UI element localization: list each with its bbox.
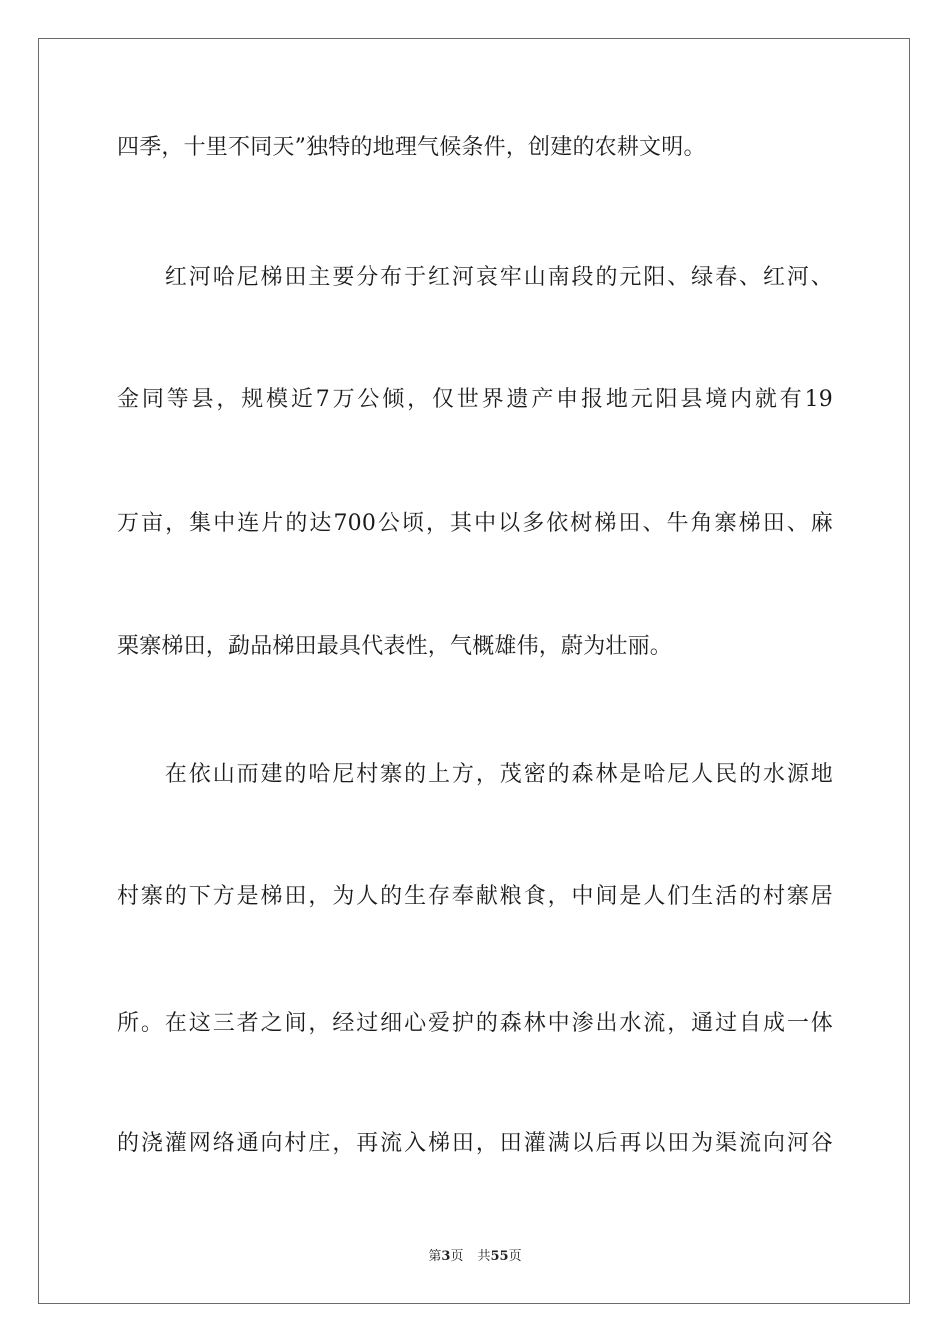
total-pages: 55 bbox=[490, 1249, 509, 1264]
page-footer bbox=[0, 1248, 950, 1266]
text-line-6: 在依山而建的哈尼村寨的上方，茂密的森林是哈尼人民的水源地 bbox=[117, 762, 833, 787]
page-number: 3 bbox=[441, 1249, 451, 1264]
text-line-3: 金同等县，规模近7万公倾，仅世界遗产申报地元阳县境内就有19 bbox=[117, 387, 833, 412]
text-line-1: 四季，十里不同天”独特的地理气候条件，创建的农耕文明。 bbox=[117, 135, 706, 160]
text-line-8: 所。在这三者之间，经过细心爱护的森林中渗出水流，通过自成一体 bbox=[117, 1011, 833, 1036]
text-line-7: 村寨的下方是梯田，为人的生存奉献粮食，中间是人们生活的村寨居 bbox=[117, 884, 833, 909]
text-line-2: 红河哈尼梯田主要分布于红河哀牢山南段的元阳、绿春、红河、 bbox=[117, 265, 833, 290]
total-prefix: 共 bbox=[477, 1249, 491, 1264]
total-suffix: 页 bbox=[508, 1249, 522, 1264]
page-prefix: 第 bbox=[428, 1249, 442, 1264]
page-border bbox=[38, 38, 910, 1304]
text-line-5: 栗寨梯田，勐品梯田最具代表性，气概雄伟，蔚为壮丽。 bbox=[117, 634, 673, 659]
page-suffix: 页 bbox=[450, 1249, 464, 1264]
text-line-9: 的浇灌网络通向村庄，再流入梯田，田灌满以后再以田为渠流向河谷 bbox=[117, 1131, 833, 1156]
text-line-4: 万亩，集中连片的达700公顷，其中以多依树梯田、牛角寨梯田、麻 bbox=[117, 511, 833, 536]
